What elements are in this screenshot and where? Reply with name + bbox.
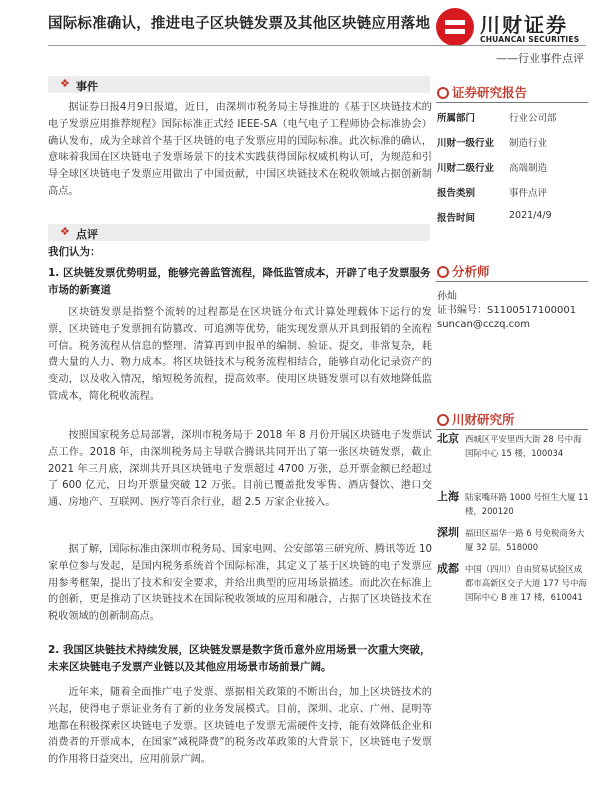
target-icon	[437, 414, 449, 426]
analyst-heading-text: 分析师	[452, 264, 490, 279]
logo-english-name: CHUANCAI SECURITIES	[480, 35, 580, 44]
event-section-label: 事件	[76, 80, 98, 93]
report-info-heading	[437, 83, 527, 101]
report-info-divider	[436, 102, 588, 103]
point2-heading: 2. 我国区块链技术持续发展，区块链发票是数字货币意外应用场景一次重大突破，未来区块链电子发票产业链以及其他应用场景市场前景广阔。	[48, 644, 431, 673]
event-section-header	[48, 76, 430, 93]
comment-section-label: 点评	[76, 228, 98, 241]
company-logo	[436, 8, 586, 48]
we-think-label: 我们认为：	[48, 246, 101, 258]
info-key: 报告类别	[437, 188, 476, 199]
info-key: 所属部门	[437, 113, 476, 124]
city-addr: 陆家嘴环路 1000 号恒生大厦 11 楼，200120	[465, 492, 589, 516]
event-paragraph	[48, 100, 432, 201]
point1-text-3: 据了解，国际标准由深圳市税务局、国家电网、公安部第三研究所、腾讯等近 10 家单位参与发起，是国内税务系统首个国际标准，其定义了基于区块链的电子发票应用参考框架，提出了技术和安全要求，并给出典型的应用场景描述。而此次在标准上的创新，更是推动了区块链技术在国际税收领域的应用和融合，占据了区块链技术在税收领域的创新制高点。	[48, 544, 432, 623]
city-addr: 中国（四川）自由贸易试验区成都市高新区交子大道 177 号中海国际中心 B 座 17 楼，610041	[465, 564, 587, 602]
point1-paragraph-1	[48, 305, 432, 406]
city-name: 成都	[437, 562, 459, 575]
target-icon	[437, 87, 449, 99]
city-addr: 福田区福华一路 6 号免税商务大厦 32 层，518000	[465, 528, 585, 552]
point2-text-1: 近年来，随着全面推广电子发票、票据相关政策的不断出台，加上区块链技术的兴起，使得电子票证业务有了新的业务发展模式。目前，深圳、北京、广州、昆明等地都在积极探索区块链电子发票。区块链电子发票无需硬件支持，能有效降低企业和消费者的开票成本，在国家“减税降费”的税务改革政策的大背景下，区块链电子发票的作用将日益突出，应用前景广阔。	[48, 687, 432, 766]
point1-paragraph-3	[48, 542, 432, 626]
info-value: 高端制造	[509, 163, 548, 174]
analyst-email[interactable]: suncan@cczq.com	[437, 319, 530, 330]
analyst-name: 孙灿	[437, 291, 457, 302]
report-subtitle: ——行业事件点评	[496, 52, 584, 65]
analyst-divider	[436, 281, 588, 282]
report-title: 国际标准确认，推进电子区块链发票及其他区块链应用落地	[48, 15, 431, 32]
institute-heading	[437, 410, 515, 428]
point1-text-2: 按照国家税务总局部署，深圳市税务局于 2018 年 8 月份开展区块链电子发票试点工作。2018 年，由深圳税务局主导联合腾讯共同开出了第一张区块链发票，截止 2021 年三月底，深圳共开具区块链电子发票超过 4700 万张，总开票金额已经超过了 600 亿元，日均开票量突破 12 万张。目前已覆盖批发零售、酒店餐饮、港口交通、房地产、互联网、医疗等百余行业，超 2.5 万家企业接入。	[48, 430, 432, 509]
info-key: 报告时间	[437, 213, 476, 224]
event-text: 据证券日报4月9日报道，近日，由深圳市税务局主导推进的《基于区块链技术的电子发票应用推荐规程》国际标准正式经 IEEE-SA（电气电子工程师协会标准协会）确认发布，成为全球首个基于区块链的电子发票应用的国际标准。此次标准的确认，意味着我国在区块链电子发票场景下的技术实践获得国际权威机构认可，为规范和引导全球区块链电子发票应用做出了中国贡献，中国区块链技术在税收领域占据创新制高点。	[48, 102, 432, 197]
city-name: 上海	[437, 490, 459, 503]
city-addr: 西城区平安里西大街 28 号中海国际中心 15 楼，100034	[465, 434, 582, 458]
city-name: 深圳	[437, 526, 459, 539]
analyst-cert: 证书编号：S1100517100001	[437, 305, 577, 316]
target-icon	[437, 266, 449, 278]
institute-divider	[436, 429, 588, 430]
report-info-heading-text: 证券研究报告	[452, 85, 528, 100]
info-value: 制造行业	[509, 138, 548, 149]
point2-paragraph-1	[48, 685, 432, 769]
point1-paragraph-2	[48, 428, 432, 512]
info-value: 2021/4/9	[509, 210, 552, 221]
header-divider	[48, 45, 586, 46]
point1-heading: 1. 区块链发票优势明显，能够完善监管流程，降低监管成本，开辟了电子发票服务市场的新赛道	[48, 267, 431, 296]
city-name: 北京	[437, 432, 459, 445]
institute-heading-text: 川财研究所	[452, 412, 515, 427]
logo-mark-icon	[436, 8, 474, 46]
analyst-heading	[437, 262, 490, 280]
diamond-bullet-icon: ❖	[60, 77, 70, 90]
comment-section-header	[48, 224, 430, 241]
point1-text-1: 区块链发票是指整个流转的过程都是在区块链分布式计算处理载体下运行的发票，区块链电子发票拥有防篡改、可追溯等优势，能实现发票从开具到报销的全流程可信。税务流程从信息的整理、清算再到申报单的编制、验证、提交，非常复杂，耗费大量的人力、物力成本。将区块链技术与税务流程相结合，能够自动化记录资产的变动，以及收入情况，缩短税务流程，提高效率。使用区块链发票可以有效地降低监管成本，简化税收流程。	[48, 307, 432, 402]
logo-chinese-name: 川财证券	[480, 13, 568, 37]
info-key: 川财二级行业	[437, 163, 495, 174]
info-value: 行业公司部	[509, 113, 557, 124]
info-key: 川财一级行业	[437, 138, 495, 149]
diamond-bullet-icon: ❖	[60, 225, 70, 238]
info-value: 事件点评	[509, 188, 548, 199]
